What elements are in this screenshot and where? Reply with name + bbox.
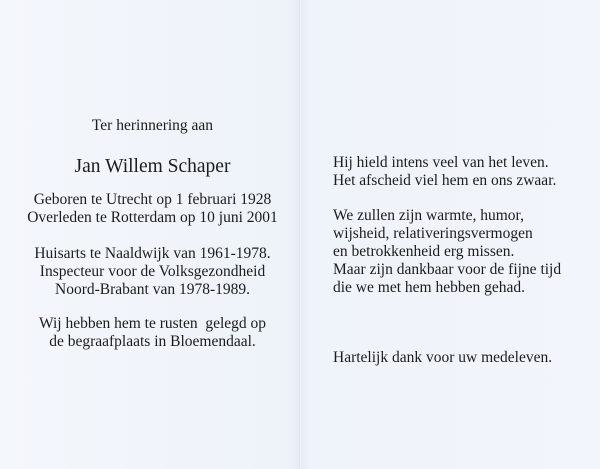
intro-text: Ter herinnering aan: [91, 117, 214, 134]
burial-line: Wij hebben hem te rusten gelegd op: [38, 315, 267, 332]
verse-line: Hij hield intens veel van het leven.: [333, 154, 549, 171]
birth-line: Geboren te Utrecht op 1 februari 1928: [33, 191, 272, 208]
career-line: Noord-Brabant van 1978-1989.: [55, 281, 250, 298]
career-line: Huisarts te Naaldwijk van 1961-1978.: [34, 245, 271, 262]
burial-line: de begraafplaats in Bloemendaal.: [49, 333, 256, 350]
verse-line: Het afscheid viel hem en ons zwaar.: [333, 172, 557, 189]
career-line: Inspecteur voor de Volksgezondheid: [39, 263, 266, 280]
deceased-name: Jan Willem Schaper: [74, 156, 231, 177]
death-line: Overleden te Rotterdam op 10 juni 2001: [27, 209, 278, 226]
verse-line: We zullen zijn warmte, humor,: [333, 207, 524, 224]
verse-line: die we met hem hebben gehad.: [333, 279, 525, 296]
thanks-text: Hartelijk dank voor uw medeleven.: [333, 349, 553, 366]
card-fold: [299, 0, 301, 469]
verse-line: Maar zijn dankbaar voor de fijne tijd: [333, 261, 562, 278]
verse-line: wijsheid, relativeringsvermogen: [333, 225, 533, 242]
verse-line: en betrokkenheid erg missen.: [333, 243, 515, 260]
